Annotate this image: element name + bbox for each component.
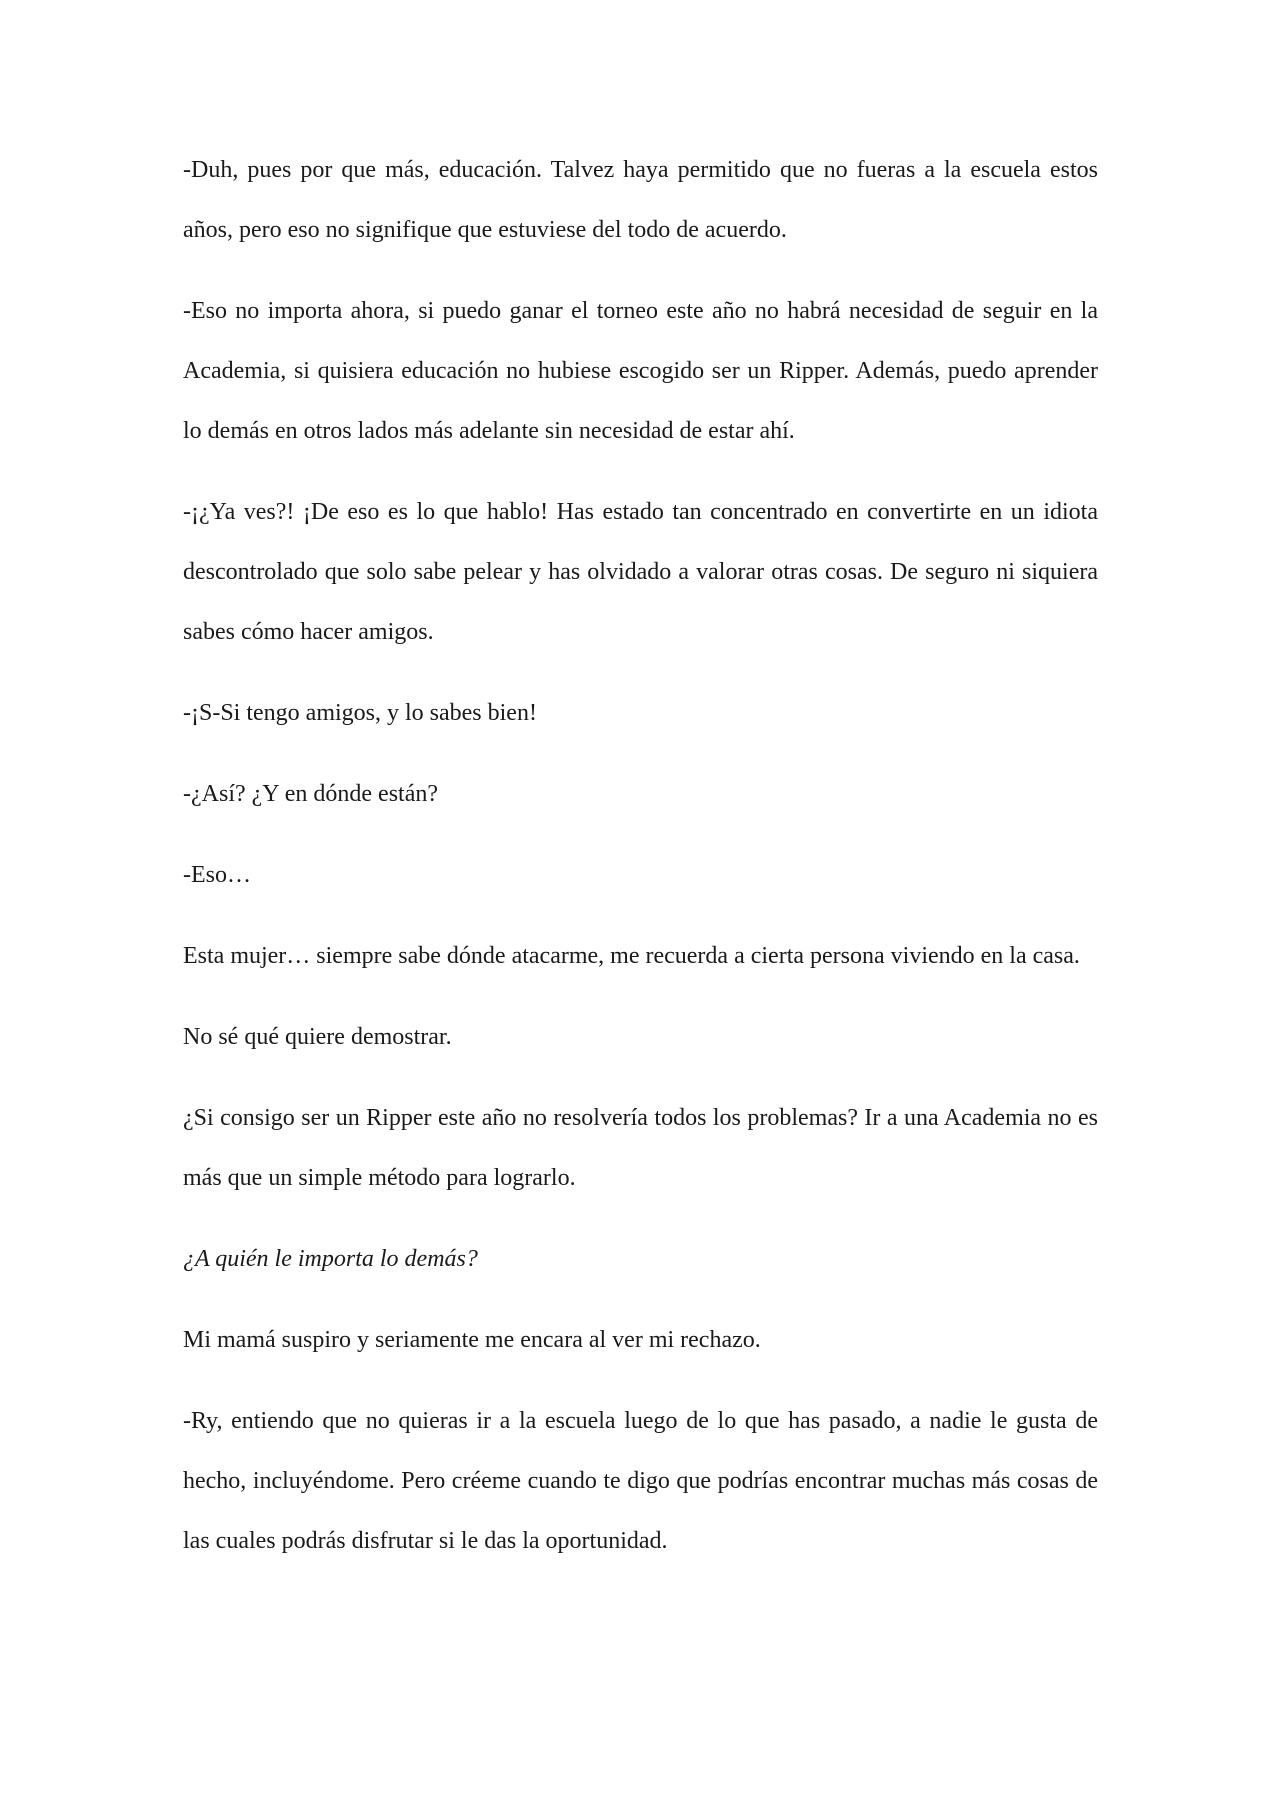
paragraph-11: Mi mamá suspiro y seriamente me encara al ver mi rechazo.: [183, 1327, 761, 1353]
document-page: [183, 140, 1098, 1592]
paragraph-9: ¿Si consigo ser un Ripper este año no resolvería todos los problemas? Ir a una Academia no es más que un simple método para lograrlo.: [183, 1105, 1098, 1191]
paragraph-4: -¡S-Si tengo amigos, y lo sabes bien!: [183, 700, 537, 726]
paragraph-3: -¡¿Ya ves?! ¡De eso es lo que hablo! Has estado tan concentrado en convertirte en un idiota descontrolado que solo sabe pelear y has olvidado a valorar otras cosas. De seguro ni siquiera sabes cómo hacer amigos.: [183, 499, 1098, 645]
paragraph-7: Esta mujer… siempre sabe dónde atacarme, me recuerda a cierta persona viviendo en la casa.: [183, 943, 1080, 969]
paragraph-5: -¿Así? ¿Y en dónde están?: [183, 781, 438, 807]
paragraph-10-italic-thought: ¿A quién le importa lo demás?: [183, 1246, 478, 1272]
paragraph-6: -Eso…: [183, 862, 251, 888]
paragraph-12: -Ry, entiendo que no quieras ir a la escuela luego de lo que has pasado, a nadie le gusta de hecho, incluyéndome. Pero créeme cuando te digo que podrías encontrar muchas más cosas de las cuales podrás disfrutar si le das la oportunidad.: [183, 1408, 1098, 1554]
paragraph-2: -Eso no importa ahora, si puedo ganar el torneo este año no habrá necesidad de seguir en la Academia, si quisiera educación no hubiese escogido ser un Ripper. Además, puedo aprender lo demás en otros lados más adelante sin necesidad de estar ahí.: [183, 298, 1098, 444]
paragraph-8: No sé qué quiere demostrar.: [183, 1024, 452, 1050]
paragraph-1: -Duh, pues por que más, educación. Talvez haya permitido que no fueras a la escuela estos años, pero eso no signifique que estuviese del todo de acuerdo.: [183, 157, 1098, 243]
